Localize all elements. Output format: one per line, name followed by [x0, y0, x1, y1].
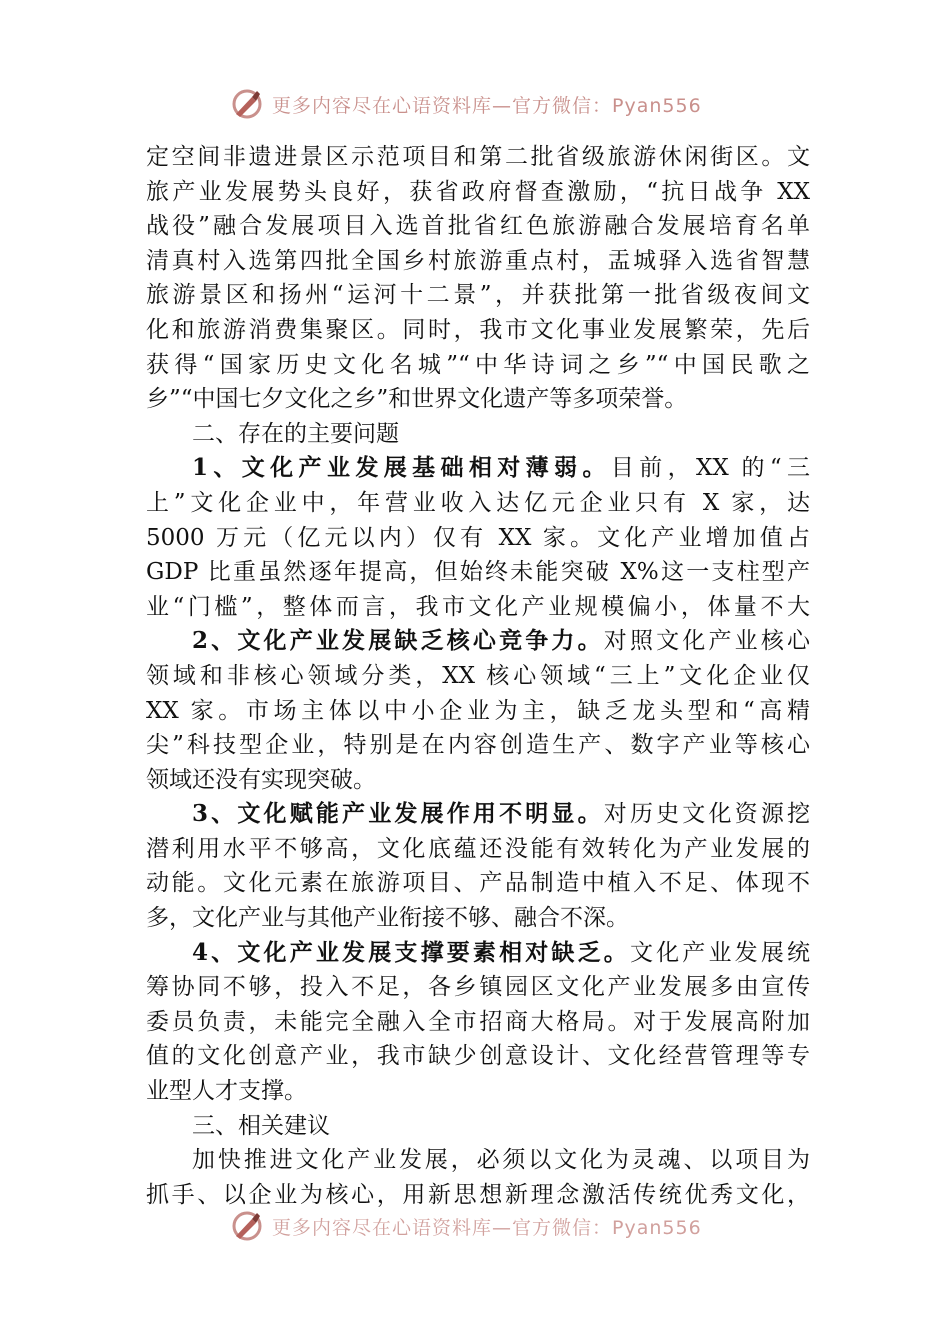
footer-watermark: [230, 1206, 702, 1246]
text-line: 加快推进文化产业发展，必须以文化为灵魂、以项目为: [192, 1147, 810, 1174]
header-watermark: [230, 84, 702, 124]
problem-item-1: [146, 451, 810, 624]
text-line: 化和旅游消费集聚区。同时，我市文化事业发展繁荣，先后: [146, 316, 810, 343]
text-line: 多，文化产业与其他产业衔接不够、融合不深。: [146, 905, 629, 932]
watermark-text: 更多内容尽在心语资料库—官方微信：Pyan556: [272, 94, 702, 117]
text-line: 尖”科技型企业，特别是在内容创造生产、数字产业等核心: [146, 732, 810, 759]
section-heading-suggestions: 三、相关建议: [192, 1112, 330, 1139]
text-line: 清真村入选第四批全国乡村旅游重点村，盂城驿入选省智慧: [146, 247, 810, 274]
problem-item-3: [146, 797, 810, 935]
section-heading-problems: 二、存在的主要问题: [192, 420, 399, 447]
brush-logo-icon: [230, 1209, 264, 1243]
text-line: 乡”“中国七夕文化之乡”和世界文化遗产等多项荣誉。: [146, 386, 688, 413]
text-line: 旅产业发展势头良好，获省政府督查激励，“抗日战争 XX: [146, 178, 810, 205]
text-line: 定空间非遗进景区示范项目和第二批省级旅游休闲街区。文: [146, 144, 810, 170]
text-line: [146, 936, 810, 971]
text-line: 委员负责，未能完全融入全市招商大格局。对于发展高附加: [146, 1008, 810, 1035]
item-text: 目前，XX 的“三: [610, 455, 810, 482]
text-line: [146, 624, 810, 659]
text-line: 旅游景区和扬州“运河十二景”，并获批第一批省级夜间文: [146, 282, 810, 309]
document-body: [146, 140, 810, 1212]
text-line: 抓手、以企业为核心，用新思想新理念激活传统优秀文化，: [146, 1181, 810, 1208]
item-text: 对历史文化资源挖: [603, 801, 810, 828]
problem-item-2: [146, 624, 810, 797]
text-line: 业型人才支撑。: [146, 1078, 307, 1105]
watermark-text: 更多内容尽在心语资料库—官方微信：Pyan556: [272, 1216, 702, 1239]
text-line: 筹协同不够，投入不足，各乡镇园区文化产业发展多由宣传: [146, 974, 810, 1001]
text-line: 业“门槛”，整体而言，我市文化产业规模偏小，体量不大: [146, 593, 810, 620]
brush-logo-icon: [230, 87, 264, 121]
item-title: 4、文化产业发展支撑要素相对缺乏。: [192, 938, 630, 966]
item-title: 2、文化产业发展缺乏核心竞争力。: [192, 627, 604, 655]
text-line: XX 家。市场主体以中小企业为主，缺乏龙头型和“高精: [146, 697, 810, 724]
text-line: 5000 万元（亿元以内）仅有 XX 家。文化产业增加值占: [146, 524, 810, 551]
text-line: 潜利用水平不够高，文化底蕴还没能有效转化为产业发展的: [146, 835, 810, 862]
item-text: 文化产业发展统: [629, 939, 810, 966]
text-line: 获得“国家历史文化名城”“中华诗词之乡”“中国民歌之: [146, 351, 810, 378]
text-line: [146, 797, 810, 832]
problem-item-4: [146, 936, 810, 1109]
text-line: 动能。文化元素在旅游项目、产品制造中植入不足、体现不: [146, 870, 810, 897]
text-line: 领域和非核心领域分类，XX 核心领域“三上”文化企业仅: [146, 662, 810, 689]
text-line: [146, 451, 810, 486]
text-line: 值的文化创意产业，我市缺少创意设计、文化经营管理等专: [146, 1043, 810, 1070]
item-title: 3、文化赋能产业发展作用不明显。: [192, 800, 604, 828]
text-line: 领域还没有实现突破。: [146, 766, 376, 793]
text-line: 上”文化企业中，年营业收入达亿元企业只有 X 家，达: [146, 489, 810, 516]
text-line: 战役”融合发展项目入选首批省红色旅游融合发展培育名单: [146, 213, 810, 240]
item-title: 1、文化产业发展基础相对薄弱。: [192, 454, 611, 482]
paragraph-suggestions: [146, 1143, 810, 1212]
text-line: GDP 比重虽然逐年提高，但始终未能突破 X%这一支柱型产: [146, 559, 810, 586]
paragraph-achievements: [146, 140, 810, 417]
item-text: 对照文化产业核心: [603, 628, 810, 655]
